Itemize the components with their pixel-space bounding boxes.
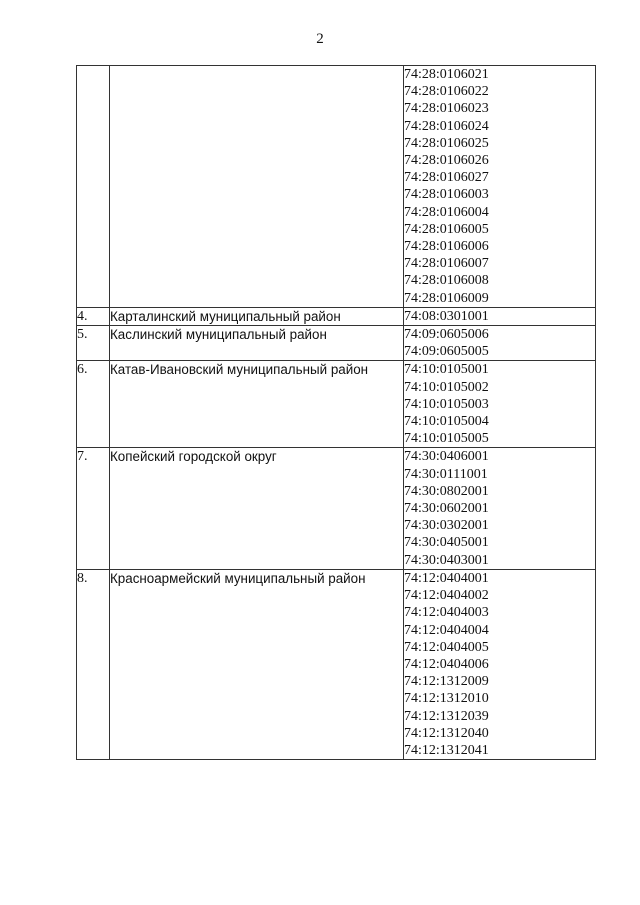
cadastral-code: 74:12:0404004: [404, 622, 489, 638]
cadastral-code: 74:12:0404006: [404, 656, 489, 672]
cadastral-code: 74:28:0106021: [404, 67, 489, 82]
cadastral-code: 74:28:0106022: [404, 84, 489, 100]
cadastral-code: 74:28:0106004: [404, 204, 489, 220]
cadastral-code: 74:12:0404002: [404, 588, 489, 604]
cadastral-code: 74:12:1312041: [404, 742, 489, 758]
cadastral-code: 74:09:0605006: [404, 327, 489, 343]
cadastral-code: 74:30:0406001: [404, 449, 489, 465]
row-number: [77, 66, 110, 308]
cadastral-code: 74:28:0106009: [404, 290, 489, 306]
row-number: 7.: [77, 448, 110, 569]
table-row: [77, 448, 596, 569]
municipality-name: [110, 66, 404, 308]
table-row: [77, 66, 596, 308]
cadastral-codes-cell: [404, 361, 596, 448]
cadastral-codes-cell: [404, 569, 596, 759]
cadastral-code: 74:28:0106007: [404, 256, 489, 272]
cadastral-code: 74:28:0106003: [404, 187, 489, 203]
table-row: [77, 307, 596, 325]
cadastral-code: 74:28:0106025: [404, 135, 489, 151]
cadastral-code: 74:10:0105001: [404, 362, 489, 378]
cadastral-code: 74:08:0301001: [404, 308, 489, 324]
table-row: [77, 361, 596, 448]
cadastral-code: 74:12:0404001: [404, 570, 489, 586]
cadastral-code: 74:28:0106024: [404, 118, 489, 134]
cadastral-code: 74:12:0404005: [404, 639, 489, 655]
cadastral-quarters-table: [76, 65, 596, 760]
municipality-name: Копейский городской округ: [110, 448, 404, 569]
municipality-name: Карталинский муниципальный район: [110, 307, 404, 325]
municipality-name: Красноармейский муниципальный район: [110, 569, 404, 759]
cadastral-code: 74:10:0105005: [404, 431, 489, 447]
page-number: 2: [316, 31, 324, 47]
cadastral-codes-cell: [404, 326, 596, 361]
cadastral-code: 74:30:0802001: [404, 483, 489, 499]
municipality-name: Каслинский муниципальный район: [110, 326, 404, 361]
cadastral-code: 74:30:0602001: [404, 501, 489, 517]
cadastral-code: 74:28:0106027: [404, 170, 489, 186]
row-number: 6.: [77, 361, 110, 448]
cadastral-code: 74:10:0105003: [404, 396, 489, 412]
cadastral-code: 74:28:0106005: [404, 221, 489, 237]
cadastral-code: 74:12:1312040: [404, 725, 489, 741]
row-number: 4.: [77, 307, 110, 325]
cadastral-code: 74:10:0105002: [404, 379, 489, 395]
cadastral-code: 74:09:0605005: [404, 344, 489, 360]
cadastral-code: 74:30:0403001: [404, 552, 489, 568]
cadastral-code: 74:28:0106008: [404, 273, 489, 289]
cadastral-code: 74:12:1312009: [404, 674, 489, 690]
cadastral-code: 74:10:0105004: [404, 414, 489, 430]
cadastral-code: 74:12:1312039: [404, 708, 489, 724]
cadastral-codes-cell: [404, 307, 596, 325]
cadastral-code: 74:28:0106023: [404, 101, 489, 117]
cadastral-code: 74:30:0405001: [404, 535, 489, 551]
cadastral-code: 74:12:1312010: [404, 691, 489, 707]
row-number: 8.: [77, 569, 110, 759]
row-number: 5.: [77, 326, 110, 361]
cadastral-code: 74:12:0404003: [404, 605, 489, 621]
cadastral-code: 74:30:0111001: [404, 466, 488, 482]
cadastral-codes-cell: [404, 66, 596, 308]
cadastral-codes-cell: [404, 448, 596, 569]
cadastral-code: 74:28:0106006: [404, 239, 489, 255]
table-row: [77, 326, 596, 361]
cadastral-code: 74:30:0302001: [404, 518, 489, 534]
municipality-name: Катав-Ивановский муниципальный район: [110, 361, 404, 448]
table-row: [77, 569, 596, 759]
cadastral-code: 74:28:0106026: [404, 153, 489, 169]
table-body: [77, 66, 596, 760]
